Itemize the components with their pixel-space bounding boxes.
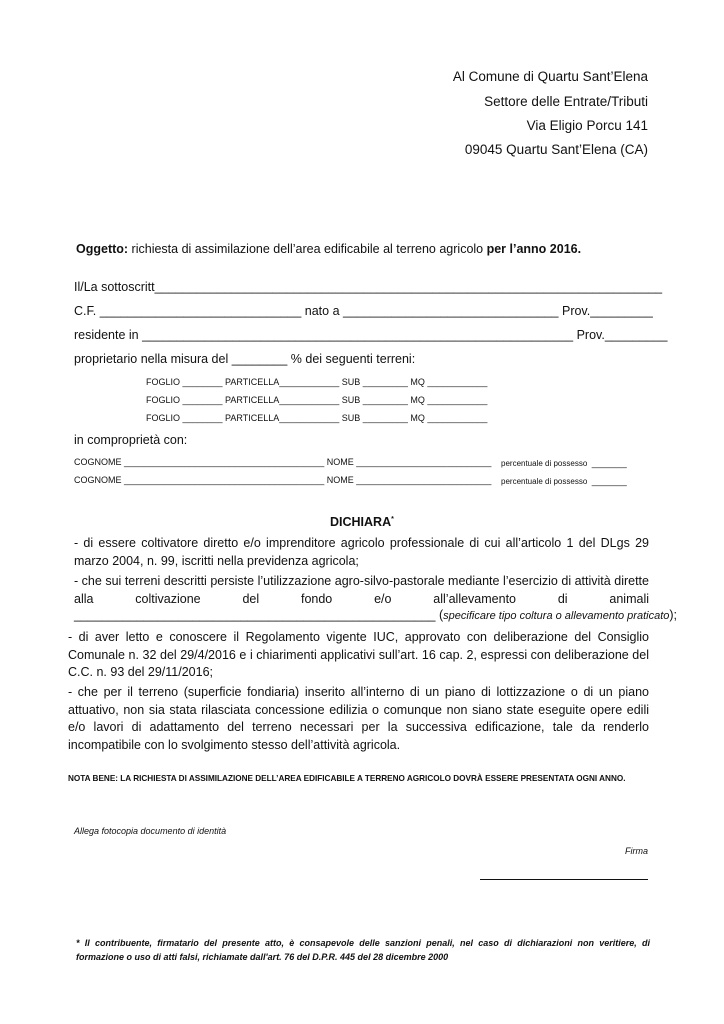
declaration-heading-text: DICHIARA [330,515,392,529]
sottoscritto-field[interactable]: Il/La sottoscritt_________________________________________________________________________ [74,280,663,294]
co-owner-row-2[interactable] [74,475,491,485]
signature-label: Firma [625,846,648,856]
declaration-item-2-part-2[interactable] [74,608,677,622]
co-owner-name-field[interactable]: COGNOME ________________________________________ NOME ___________________________ [74,457,492,467]
cf-birth-field[interactable]: C.F. _____________________________ nato a _______________________________ Prov._________ [74,304,653,318]
percent-label: percentuale di possesso [501,459,588,468]
declaration-item-2-part-1: - che sui terreni descritti persiste l’utilizzazione agro-silvo-pastorale mediante l’esercizio di attività dirette alla coltivazione del fondo e/o all’allevamento di animali [74,574,649,606]
land-row-2[interactable]: FOGLIO ________ PARTICELLA____________ SUB _________ MQ ____________ [146,395,488,405]
recipient-line-2: Settore delle Entrate/Tributi [484,94,648,109]
co-owner-percent-2[interactable] [501,476,627,486]
signature-line[interactable] [480,879,648,880]
percent-label: percentuale di possesso [501,477,588,486]
co-owner-name-field[interactable]: COGNOME ________________________________________ NOME ___________________________ [74,475,492,485]
land-row-3[interactable]: FOGLIO ________ PARTICELLA____________ SUB _________ MQ ____________ [146,413,488,423]
co-ownership-label: in comproprietà con: [74,433,188,447]
subject-year: per l’anno 2016. [486,242,582,256]
declaration-item-4: - che per il terreno (superficie fondiaria) inserito all’interno di un piano di lottizzazione o di un piano attuativo, non sia stata rilasciata concessione edilizia o comunque non siano state eseguite opere edili e/o lavori di adattamento del terreno necessari per la successiva edificazione, tale da renderlo incompatibile con lo svolgimento stesso dell’attività agricola. [68,685,649,752]
percent-blank[interactable]: _______ [591,476,627,486]
recipient-line-3: Via Eligio Porcu 141 [526,118,648,133]
ownership-percent-field[interactable]: proprietario nella misura del ________ % dei seguenti terreni: [74,352,416,366]
recipient-line-1: Al Comune di Quartu Sant’Elena [452,69,648,84]
footnote: * Il contribuente, firmatario del presente atto, è consapevole delle sanzioni penali, nel caso di dichiarazioni non veritiere, di formazione o uso di atti falsi, richiamate dall'art. 76 del D.P.R. 445 del 28 dicembre 2000 [76,938,650,962]
subject-text: richiesta di assimilazione dell’area edificabile al terreno agricolo [128,242,487,256]
residence-field[interactable]: residente in ______________________________________________________________ Prov._________ [74,328,668,342]
declaration-item-3: - di aver letto e conoscere il Regolamento vigente IUC, approvato con deliberazione del Consiglio Comunale n. 32 del 29/4/2016 e i chiarimenti applicativi sull’art. 16 cap. 2, espressi con deliberazione del C.C. n. 93 del 29/11/2016; [68,630,649,679]
farming-type-hint: specificare tipo coltura o allevamento praticato [443,610,670,622]
declaration-heading [330,515,394,529]
co-owner-row-1[interactable] [74,457,491,467]
footnote-marker: * [391,515,394,523]
subject-line [76,242,581,256]
subject-label: Oggetto: [76,242,129,256]
declaration-item-1: - di essere coltivatore diretto e/o imprenditore agricolo professionale di cui all’articolo 1 del DLgs 29 marzo 2004, n. 99, iscritti nella previdenza agricola; [74,536,649,568]
land-row-1[interactable]: FOGLIO ________ PARTICELLA____________ SUB _________ MQ ____________ [146,377,488,387]
item2-end: ); [669,608,678,622]
nota-bene: NOTA BENE: LA RICHIESTA DI ASSIMILAZIONE DELL’AREA EDIFICABILE A TERRENO AGRICOLO DOVRÀ ESSERE PRESENTATA OGNI ANNO. [68,774,626,783]
recipient-line-4: 09045 Quartu Sant’Elena (CA) [464,142,648,157]
co-owner-percent-1[interactable] [501,458,627,468]
farming-type-field[interactable]: ____________________________________________________ ( [74,608,444,622]
percent-blank[interactable]: _______ [591,458,627,468]
attachment-note: Allega fotocopia documento di identità [74,826,227,836]
